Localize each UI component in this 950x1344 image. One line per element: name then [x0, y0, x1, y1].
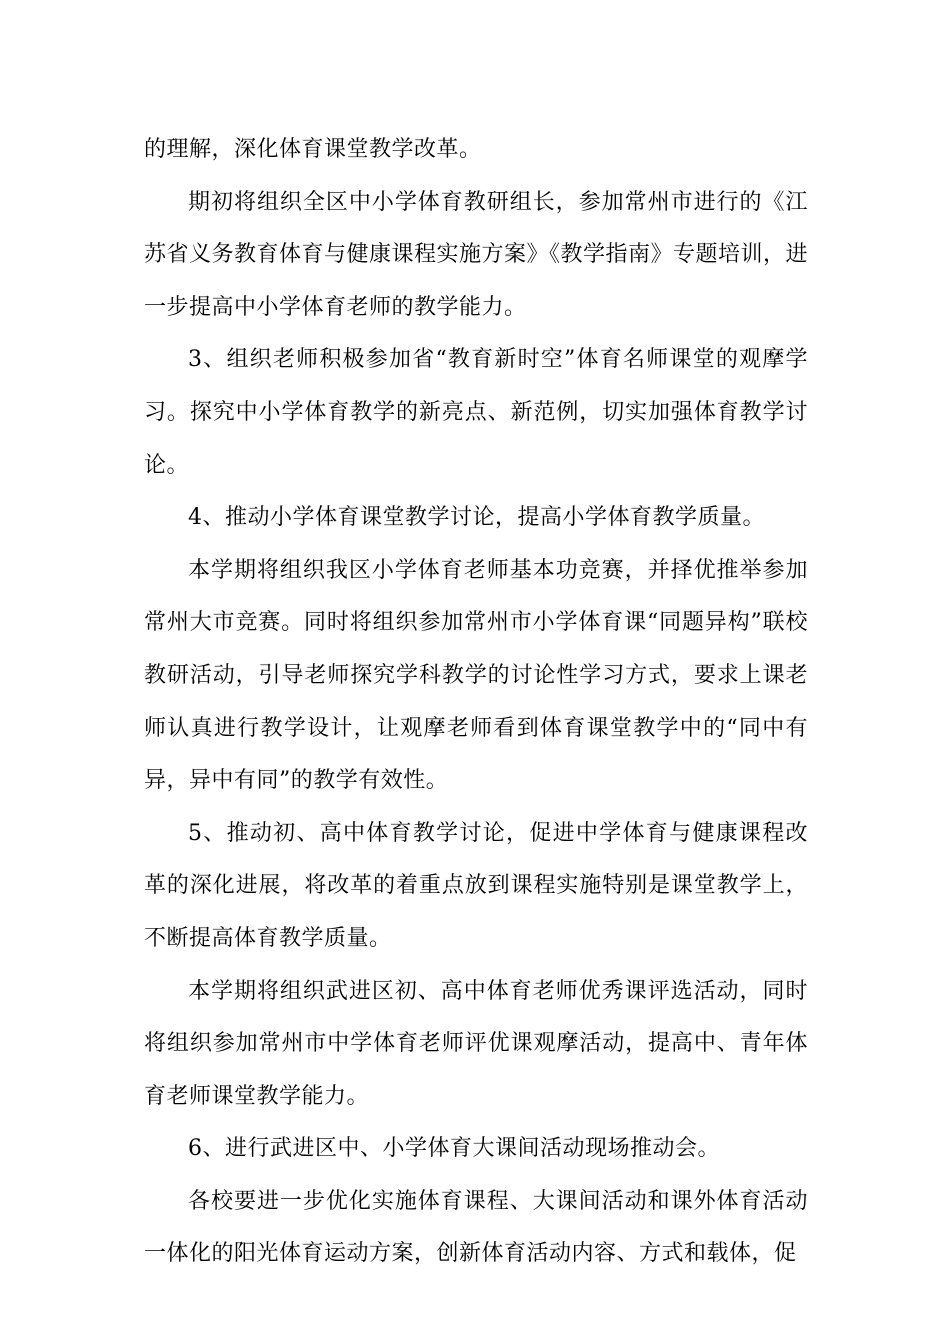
paragraph-6: 5、推动初、高中体育教学讨论，促进中学体育与健康课程改革的深化进展，将改革的着重点放到课程实施特别是课堂教学上，不断提高体育教学质量。 — [144, 820, 808, 951]
paragraph-9: 各校要进一步优化实施体育课程、大课间活动和课外体育活动一体化的阳光体育运动方案，创新体育活动内容、方式和载体，促 — [144, 1188, 808, 1267]
paragraph-1: 的理解，深化体育课堂教学改革。 — [144, 137, 482, 162]
paragraph-2: 期初将组织全区中小学体育教研组长，参加常州市进行的《江苏省义务教育体育与健康课程实施方案》《教学指南》专题培训，进一步提高中小学体育老师的教学能力。 — [144, 189, 809, 320]
paragraph-5: 本学期将组织我区小学体育老师基本功竞赛，并择优推举参加常州大市竞赛。同时将组织参加常州市小学体育课“同题异构”联校教研活动，引导老师探究学科教学的讨论性学习方式，要求上课老师认真进行教学设计，让观摩老师看到体育课堂教学中的“同中有异，异中有同”的教学有效性。 — [144, 557, 808, 794]
paragraph-3: 3、组织老师积极参加省“教育新时空”体育名师课堂的观摩学习。探究中小学体育教学的新亮点、新范例，切实加强体育教学讨论。 — [144, 347, 808, 478]
paragraph-4: 4、推动小学体育课堂教学讨论，提高小学体育教学质量。 — [188, 505, 765, 531]
paragraph-7: 本学期将组织武进区初、高中体育老师优秀课评选活动，同时将组织参加常州市中学体育老师评优课观摩活动，提高中、青年体育老师课堂教学能力。 — [144, 978, 808, 1109]
paragraph-8: 6、进行武进区中、小学体育大课间活动现场推动会。 — [188, 1136, 720, 1162]
document-body — [144, 124, 808, 1281]
